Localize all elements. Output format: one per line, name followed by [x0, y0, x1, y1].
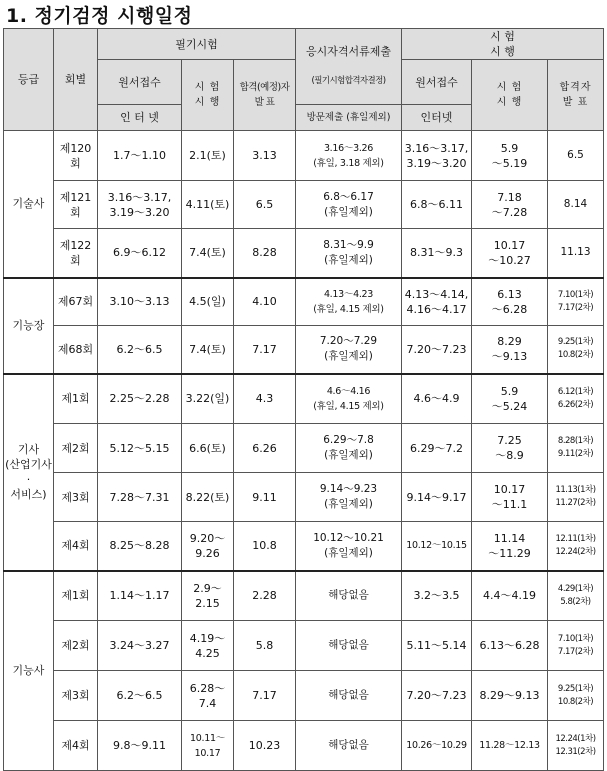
round-cell: 제121회 — [54, 181, 98, 229]
round-cell: 제122회 — [54, 229, 98, 278]
practical-pass-cell: 12.11(1차) 12.24(2차) — [548, 522, 604, 571]
practical-exam-cell: 7.25 ～8.9 — [472, 424, 548, 473]
header-docs-submit-note: (필기시험합격자결정) — [311, 76, 386, 86]
apply-cell: 5.12～5.15 — [98, 424, 182, 473]
practical-pass-cell: 7.10(1차) 7.17(2차) — [548, 278, 604, 326]
apply-cell: 2.25～2.28 — [98, 374, 182, 424]
apply-cell: 1.14～1.17 — [98, 571, 182, 621]
apply-cell: 7.28～7.31 — [98, 473, 182, 522]
table-row — [4, 522, 604, 571]
grade-cell: 기능사 — [4, 571, 54, 771]
apply-cell: 3.16～3.17, 3.19～3.20 — [98, 181, 182, 229]
schedule-table — [3, 28, 604, 771]
table-row — [4, 621, 604, 671]
round-cell: 제2회 — [54, 621, 98, 671]
round-cell: 제120회 — [54, 131, 98, 181]
header-practical-online: 인터넷 — [402, 105, 472, 131]
practical-pass-cell: 9.25(1차) 10.8(2차) — [548, 671, 604, 721]
round-cell: 제3회 — [54, 473, 98, 522]
header-online: 인 터 넷 — [98, 105, 182, 131]
apply-cell: 6.2～6.5 — [98, 671, 182, 721]
pass-cell: 4.3 — [234, 374, 296, 424]
table-row — [4, 571, 604, 621]
pass-cell: 4.10 — [234, 278, 296, 326]
apply-cell: 6.2～6.5 — [98, 326, 182, 374]
practical-pass-cell: 8.14 — [548, 181, 604, 229]
grade-cell: 기사 (산업기사 · 서비스) — [4, 374, 54, 571]
table-row — [4, 229, 604, 278]
header-pass-expected: 합격(예정)자 발 표 — [234, 60, 296, 131]
practical-pass-cell: 8.28(1차) 9.11(2차) — [548, 424, 604, 473]
exam-cell: 2.1(토) — [182, 131, 234, 181]
practical-apply-cell: 4.13～4.14, 4.16～4.17 — [402, 278, 472, 326]
docs-cell: 9.14～9.23 (휴일제외) — [296, 473, 402, 522]
exam-cell: 9.20～ 9.26 — [182, 522, 234, 571]
exam-cell: 4.19～4.25 — [182, 621, 234, 671]
practical-apply-cell: 6.29～7.2 — [402, 424, 472, 473]
docs-cell: 3.16～3.26 (휴일, 3.18 제외) — [296, 131, 402, 181]
pass-cell: 5.8 — [234, 621, 296, 671]
practical-exam-cell: 6.13～6.28 — [472, 621, 548, 671]
practical-exam-cell: 11.14 ～11.29 — [472, 522, 548, 571]
practical-pass-cell: 11.13 — [548, 229, 604, 278]
practical-apply-cell: 7.20～7.23 — [402, 671, 472, 721]
header-practical-application: 원서접수 — [402, 60, 472, 105]
practical-exam-cell: 5.9 ～5.19 — [472, 131, 548, 181]
practical-apply-cell: 3.16～3.17, 3.19～3.20 — [402, 131, 472, 181]
pass-cell: 10.23 — [234, 721, 296, 771]
practical-apply-cell: 10.26～10.29 — [402, 721, 472, 771]
round-cell: 제3회 — [54, 671, 98, 721]
schedule-body — [4, 131, 604, 771]
pass-cell: 9.11 — [234, 473, 296, 522]
table-row — [4, 374, 604, 424]
exam-cell: 2.9～2.15 — [182, 571, 234, 621]
page-title: 1. 정기검정 시행일정 — [6, 5, 193, 27]
round-cell: 제4회 — [54, 522, 98, 571]
apply-cell: 1.7～1.10 — [98, 131, 182, 181]
round-cell: 제67회 — [54, 278, 98, 326]
practical-exam-cell: 6.13 ～6.28 — [472, 278, 548, 326]
header-visit-submit: 방문제출 (휴일제외) — [296, 105, 402, 131]
grade-cell: 기술사 — [4, 131, 54, 278]
practical-apply-cell: 8.31～9.3 — [402, 229, 472, 278]
apply-cell: 8.25～8.28 — [98, 522, 182, 571]
table-row — [4, 181, 604, 229]
practical-apply-cell: 5.11～5.14 — [402, 621, 472, 671]
docs-cell: 해당없음 — [296, 571, 402, 621]
practical-apply-cell: 10.12～10.15 — [402, 522, 472, 571]
grade-cell: 기능장 — [4, 278, 54, 374]
header-exam: 시 험 시 행 — [182, 60, 234, 131]
practical-apply-cell: 4.6～4.9 — [402, 374, 472, 424]
header-grade: 등급 — [4, 29, 54, 131]
round-cell: 제2회 — [54, 424, 98, 473]
header-practical-exam: 시 험 시 행 — [402, 29, 604, 60]
apply-cell: 9.8～9.11 — [98, 721, 182, 771]
practical-exam-cell: 5.9 ～5.24 — [472, 374, 548, 424]
practical-exam-cell: 8.29 ～9.13 — [472, 326, 548, 374]
pass-cell: 7.17 — [234, 326, 296, 374]
practical-apply-cell: 7.20～7.23 — [402, 326, 472, 374]
docs-cell: 해당없음 — [296, 621, 402, 671]
apply-cell: 3.10～3.13 — [98, 278, 182, 326]
pass-cell: 2.28 — [234, 571, 296, 621]
header-practical-exam-run: 시 험 시 행 — [472, 60, 548, 131]
practical-exam-cell: 10.17 ～10.27 — [472, 229, 548, 278]
header-round: 회별 — [54, 29, 98, 131]
practical-exam-cell: 4.4～4.19 — [472, 571, 548, 621]
practical-exam-cell: 10.17 ～11.1 — [472, 473, 548, 522]
apply-cell: 3.24～3.27 — [98, 621, 182, 671]
apply-cell: 6.9～6.12 — [98, 229, 182, 278]
practical-apply-cell: 9.14～9.17 — [402, 473, 472, 522]
table-row — [4, 424, 604, 473]
pass-cell: 7.17 — [234, 671, 296, 721]
docs-cell: 10.12～10.21 (휴일제외) — [296, 522, 402, 571]
practical-apply-cell: 3.2～3.5 — [402, 571, 472, 621]
practical-apply-cell: 6.8～6.11 — [402, 181, 472, 229]
practical-exam-cell: 11.28～12.13 — [472, 721, 548, 771]
practical-pass-cell: 9.25(1차) 10.8(2차) — [548, 326, 604, 374]
pass-cell: 8.28 — [234, 229, 296, 278]
round-cell: 제1회 — [54, 374, 98, 424]
docs-cell: 4.6～4.16 (휴일, 4.15 제외) — [296, 374, 402, 424]
round-cell: 제1회 — [54, 571, 98, 621]
table-row — [4, 473, 604, 522]
exam-cell: 7.4(토) — [182, 326, 234, 374]
practical-pass-cell: 6.12(1차) 6.26(2차) — [548, 374, 604, 424]
pass-cell: 6.5 — [234, 181, 296, 229]
schedule-table-wrapper — [3, 28, 604, 771]
header-docs-submit-label: 응시자격서류제출 — [305, 45, 391, 58]
header-docs-submit — [296, 29, 402, 105]
round-cell: 제4회 — [54, 721, 98, 771]
exam-cell: 4.11(토) — [182, 181, 234, 229]
docs-cell: 해당없음 — [296, 721, 402, 771]
table-row — [4, 278, 604, 326]
practical-pass-cell: 12.24(1차) 12.31(2차) — [548, 721, 604, 771]
table-row — [4, 131, 604, 181]
practical-pass-cell: 7.10(1차) 7.17(2차) — [548, 621, 604, 671]
exam-cell: 8.22(토) — [182, 473, 234, 522]
exam-cell: 10.11～10.17 — [182, 721, 234, 771]
docs-cell: 8.31～9.9 (휴일제외) — [296, 229, 402, 278]
practical-exam-cell: 8.29～9.13 — [472, 671, 548, 721]
exam-cell: 6.6(토) — [182, 424, 234, 473]
docs-cell: 해당없음 — [296, 671, 402, 721]
exam-cell: 4.5(일) — [182, 278, 234, 326]
header-practical-pass: 합격자 발 표 — [548, 60, 604, 131]
practical-pass-cell: 4.29(1차) 5.8(2차) — [548, 571, 604, 621]
header-written-exam: 필기시험 — [98, 29, 296, 60]
practical-exam-cell: 7.18 ～7.28 — [472, 181, 548, 229]
table-row — [4, 671, 604, 721]
docs-cell: 6.8～6.17 (휴일제외) — [296, 181, 402, 229]
table-row — [4, 326, 604, 374]
docs-cell: 7.20～7.29 (휴일제외) — [296, 326, 402, 374]
docs-cell: 6.29～7.8 (휴일제외) — [296, 424, 402, 473]
exam-cell: 3.22(일) — [182, 374, 234, 424]
round-cell: 제68회 — [54, 326, 98, 374]
table-row — [4, 721, 604, 771]
practical-pass-cell: 11.13(1차) 11.27(2차) — [548, 473, 604, 522]
practical-pass-cell: 6.5 — [548, 131, 604, 181]
docs-cell: 4.13～4.23 (휴일, 4.15 제외) — [296, 278, 402, 326]
pass-cell: 6.26 — [234, 424, 296, 473]
exam-cell: 6.28～7.4 — [182, 671, 234, 721]
pass-cell: 10.8 — [234, 522, 296, 571]
exam-cell: 7.4(토) — [182, 229, 234, 278]
header-application: 원서접수 — [98, 60, 182, 105]
pass-cell: 3.13 — [234, 131, 296, 181]
